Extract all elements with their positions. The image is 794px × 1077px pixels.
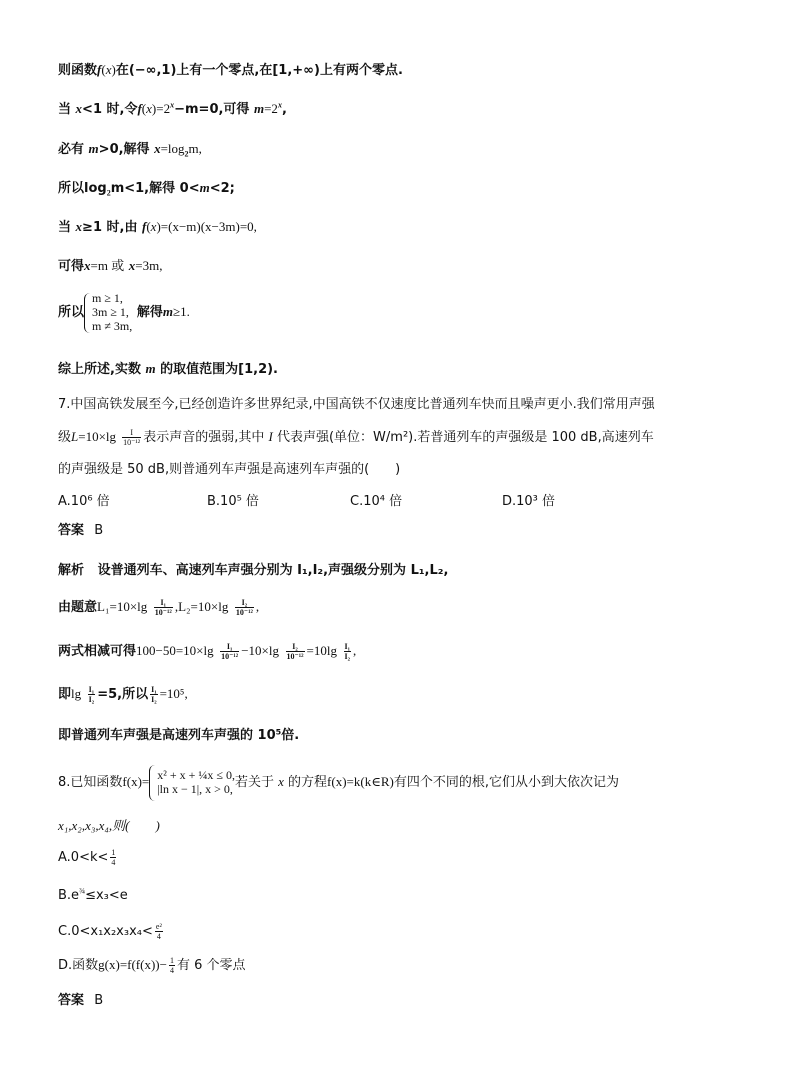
numerator: I bbox=[122, 428, 141, 438]
text: =2 bbox=[156, 101, 171, 116]
numerator: I₁ bbox=[154, 598, 173, 608]
line-7: 所以 m ≥ 1, 3m ≥ 1, m ≠ 3m, 解得m≥1. bbox=[58, 291, 190, 333]
numerator: I₂ bbox=[235, 598, 254, 608]
text: ≤x₃<e bbox=[85, 888, 128, 903]
denominator: 10⁻¹² bbox=[154, 608, 172, 617]
fraction bbox=[150, 685, 158, 704]
text: ≥1. bbox=[172, 304, 190, 319]
text: 当 bbox=[58, 102, 72, 117]
option-d: D.10³ 倍 bbox=[502, 494, 556, 509]
piecewise-function bbox=[149, 763, 235, 803]
line-4: 所以$\log_2m<1$,解得 0<m<2; bbox=[58, 180, 235, 198]
text: 表示声音的强弱,其中 bbox=[143, 430, 265, 445]
numerator: I₁ bbox=[220, 642, 239, 652]
text: 所以 bbox=[58, 305, 85, 320]
text: 在(−∞,1)上有一个零点,在[1,+∞)上有两个零点. bbox=[115, 63, 403, 78]
text: =m 或 bbox=[90, 258, 125, 273]
text: B.e bbox=[58, 888, 80, 903]
text: , bbox=[255, 599, 260, 614]
numerator: I₁ bbox=[344, 642, 351, 651]
numerator: I₁ bbox=[88, 685, 95, 694]
text: <1 时,令 bbox=[82, 102, 138, 117]
exponent: ¾ bbox=[79, 886, 86, 896]
q7-line-1: 7.中国高铁发展至今,已经创造许多世界纪录,中国高铁不仅速度比普通列车快而且噪声更小.我们常用声强 bbox=[58, 397, 655, 412]
text: 8.已知函数 bbox=[58, 775, 123, 790]
q7-analysis-5: 即普通列车声强是高速列车声强的 10⁵倍. bbox=[58, 728, 300, 743]
piecewise-row: x² + x + ¼x ≤ 0, bbox=[157, 768, 235, 782]
option-d bbox=[58, 956, 246, 975]
q7-answer bbox=[58, 522, 103, 540]
q8-line-2: x₁,x₂,x₃,x₄,则( ) bbox=[58, 818, 160, 833]
fraction bbox=[110, 848, 116, 867]
text: 则函数 bbox=[58, 63, 98, 78]
fraction bbox=[154, 598, 173, 617]
text: m, bbox=[188, 141, 202, 156]
numerator: e² bbox=[155, 922, 162, 931]
fraction bbox=[122, 428, 141, 447]
fraction bbox=[235, 598, 254, 617]
q7-line-2: 级L=10×lg $\frac{I}{\text{10⁻¹²}}$ 表示声音的强弱,其中 I 代表声强(单位：W/m²).若普通列车的声强级是 100 dB,高速列车 bbox=[58, 428, 654, 447]
text: 解得 bbox=[136, 305, 163, 320]
q7-analysis-3 bbox=[58, 642, 356, 661]
text: L₁=10×lg bbox=[97, 599, 148, 614]
text: 若关于 bbox=[234, 775, 274, 790]
text: =5,所以 bbox=[97, 687, 149, 702]
option-a bbox=[58, 848, 118, 867]
text: =log bbox=[160, 141, 185, 156]
denominator: I₂ bbox=[151, 695, 157, 704]
text: m<1,解得 0< bbox=[110, 181, 200, 196]
text: 有 6 个零点 bbox=[176, 958, 246, 973]
analysis-label: 解析 bbox=[58, 563, 85, 578]
text: <2; bbox=[209, 181, 235, 196]
answer-label: 答案 bbox=[58, 523, 85, 538]
denominator: 10⁻¹² bbox=[286, 652, 304, 661]
q7-analysis-2 bbox=[58, 598, 259, 617]
numerator: 1 bbox=[111, 848, 116, 857]
text: =(x−m)(x−3m)=0, bbox=[160, 219, 257, 234]
option-c bbox=[58, 922, 165, 941]
line-2: 当 x<1 时,令$f(x)=2^x-m=0$,可得 $m=2^x$, bbox=[58, 100, 287, 117]
line-3: 必有 m>0,解得 $x=\log_2m$, bbox=[58, 141, 202, 159]
text: 由题意 bbox=[58, 600, 98, 615]
fraction bbox=[220, 642, 239, 661]
fraction bbox=[286, 642, 305, 661]
text: A.0<k< bbox=[58, 850, 109, 865]
text: =10lg bbox=[306, 643, 337, 658]
text: 综上所述,实数 bbox=[58, 362, 141, 377]
denominator: 4 bbox=[156, 932, 161, 941]
option-b bbox=[58, 887, 128, 905]
system-row: m ≠ 3m, bbox=[92, 319, 133, 333]
denominator: 10⁻¹² bbox=[123, 438, 141, 447]
fraction bbox=[169, 956, 175, 975]
denominator: I₂ bbox=[344, 652, 351, 661]
option-a: A.10⁶ 倍 bbox=[58, 494, 110, 509]
text: 即 bbox=[58, 687, 72, 702]
line-1: 则函数f(x)在(−∞,1)上有一个零点,在[1,+∞)上有两个零点. bbox=[58, 62, 403, 78]
text: C.0<x₁x₂x₃x₄< bbox=[58, 924, 153, 939]
answer-value: B bbox=[94, 993, 104, 1008]
text: 有四个不同的根,它们从小到大依次记为 bbox=[393, 775, 619, 790]
text: 代表声强(单位：W/m²).若普通列车的声强级是 100 dB,高速列车 bbox=[276, 430, 654, 445]
text: =2 bbox=[264, 101, 278, 116]
fraction bbox=[88, 685, 96, 704]
text: D.函数 bbox=[58, 958, 99, 973]
text: −10×lg bbox=[241, 643, 279, 658]
fraction bbox=[344, 642, 352, 661]
text: 100−50=10×lg bbox=[136, 643, 214, 658]
text: 必有 bbox=[58, 142, 85, 157]
text: 两式相减可得 bbox=[58, 644, 137, 659]
text: 所以log bbox=[58, 181, 107, 196]
text: f(x)= bbox=[122, 774, 150, 789]
numerator: I₂ bbox=[286, 642, 305, 652]
denominator: I₂ bbox=[88, 695, 95, 704]
text: 的方程 bbox=[288, 775, 328, 790]
line-6: 可得x=m 或 x=3m, bbox=[58, 258, 163, 274]
text: 的取值范围为[1,2). bbox=[160, 362, 278, 377]
q8-line-1: 8.已知函数f(x)= x² + x + ¼x ≤ 0, |ln x − 1|, x > 0, 若关于 x 的方程f(x)=k(k∈R)有四个不同的根,它们从小到大依次记为 bbox=[58, 762, 619, 803]
text: =3m, bbox=[135, 258, 163, 273]
q7-analysis-1 bbox=[58, 562, 448, 580]
system-row: 3m ≥ 1, bbox=[92, 305, 129, 319]
numerator: 1 bbox=[169, 956, 174, 965]
q8-answer bbox=[58, 992, 103, 1010]
denominator: 10⁻¹² bbox=[221, 652, 239, 661]
text: 级 bbox=[58, 430, 72, 445]
text: ,L₂=10×lg bbox=[174, 599, 229, 614]
answer-label: 答案 bbox=[58, 993, 85, 1008]
q7-line-3: 的声强级是 50 dB,则普通列车声强是高速列车声强的( ) bbox=[58, 462, 401, 477]
text: >0,解得 bbox=[98, 142, 150, 157]
denominator: 4 bbox=[111, 858, 116, 867]
text: =10⁵, bbox=[159, 686, 188, 701]
denominator: 10⁻¹² bbox=[235, 608, 253, 617]
text: g(x)=f(f(x))− bbox=[98, 957, 167, 972]
denominator: 4 bbox=[169, 966, 174, 975]
system-of-inequalities bbox=[84, 291, 132, 335]
option-b: B.10⁵ 倍 bbox=[207, 494, 259, 509]
option-c: C.10⁴ 倍 bbox=[350, 494, 403, 509]
answer-value: B bbox=[94, 523, 104, 538]
line-5: 当 x≥1 时,由 f(x)=(x−m)(x−3m)=0, bbox=[58, 219, 257, 235]
text: ≥1 时,由 bbox=[82, 220, 138, 235]
text: lg bbox=[71, 686, 82, 701]
line-8: 综上所述,实数 m 的取值范围为[1,2). bbox=[58, 361, 278, 377]
q7-analysis-4 bbox=[58, 685, 188, 704]
fraction bbox=[155, 922, 163, 941]
numerator: I₁ bbox=[151, 685, 157, 694]
text: 设普通列车、高速列车声强分别为 I₁,I₂,声强级分别为 L₁,L₂, bbox=[97, 563, 449, 578]
text: , bbox=[353, 643, 357, 658]
system-row: m ≥ 1, bbox=[92, 291, 123, 305]
text: 可得 bbox=[58, 259, 85, 274]
piecewise-row: |ln x − 1|, x > 0, bbox=[157, 782, 233, 796]
text: 当 bbox=[58, 220, 72, 235]
text: =10×lg bbox=[78, 429, 117, 444]
text: f(x)=k(k∈R) bbox=[327, 774, 394, 789]
text: −m=0,可得 bbox=[174, 102, 250, 117]
